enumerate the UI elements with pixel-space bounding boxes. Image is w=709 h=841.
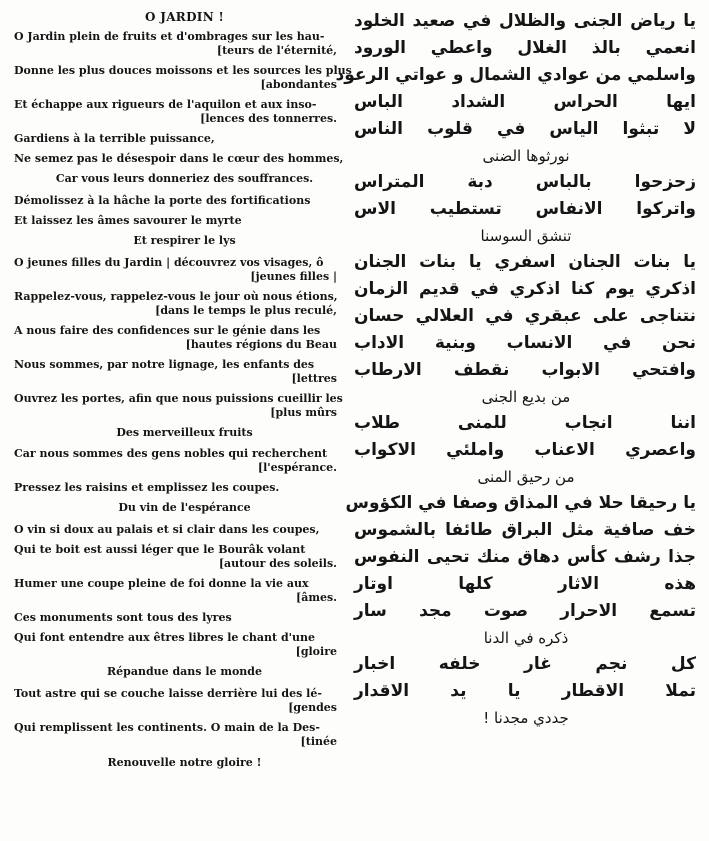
poem-line: Et laissez les âmes savourer le myrte	[14, 214, 242, 227]
arabic-verse-line: يا بنات الجنان اسفري يا بنات الجنان	[354, 252, 696, 272]
arabic-verse-line: كل نجم غار خلفه اخبار	[354, 654, 696, 674]
arabic-refrain-line: جددي مجدنا !	[483, 709, 569, 727]
poem-line-continuation: [teurs de l'éternité,	[216, 44, 337, 57]
poem-line-continuation: [âmes.	[296, 591, 337, 604]
poem-line-continuation: [hautes régions du Beau	[185, 338, 337, 351]
poem-line: O Jardin plein de fruits et d'ombrages sur les hau-	[14, 30, 325, 43]
poem-line-continuation: [abondantes	[260, 78, 337, 91]
poem-line: Démolissez à la hâche la porte des fortifications	[14, 194, 311, 207]
arabic-refrain-line: من بديع الجنى	[481, 388, 571, 406]
poem-line: O jeunes filles du Jardin | découvrez vos visages, ô	[14, 256, 324, 269]
poem-line: Car nous sommes des gens nobles qui recherchent	[14, 447, 328, 460]
poem-line-continuation: [plus mûrs	[270, 406, 337, 419]
arabic-verse-line: اننا انجاب للمنى طلاب	[354, 413, 696, 433]
arabic-verse-line: يا رياض الجنى والظلال في صعيد الخلود	[354, 11, 696, 31]
poem-line: A nous faire des confidences sur le génie dans les	[14, 324, 321, 337]
poem-line-continuation: [l'espérance.	[257, 461, 337, 474]
poem-line: Humer une coupe pleine de foi donne la vie aux	[14, 577, 309, 590]
arabic-verse-line: تسمع الاحرار صوت مجد سار	[354, 601, 696, 621]
poem-line: Qui remplissent les continents. O main de la Des-	[14, 721, 320, 734]
poem-line-continuation: [jeunes filles |	[250, 270, 337, 283]
arabic-verse-line: زحزحوا بالباس دبة المتراس	[354, 172, 696, 192]
poem-line-continuation: [gloire	[295, 645, 337, 658]
poem-line: Ouvrez les portes, afin que nous puissions cueillir les	[14, 392, 343, 405]
arabic-verse-line: واتركوا الانفاس تستطيب الاس	[354, 199, 696, 219]
arabic-verse-line: انعمي بالذ الغلال واعطي الورود	[354, 38, 696, 58]
poem-line: Nous sommes, par notre lignage, les enfants des	[14, 358, 315, 371]
poem-line: Ne semez pas le désespoir dans le cœur des hommes,	[14, 152, 344, 165]
poem-line: Qui font entendre aux êtres libres le chant d'une	[14, 631, 316, 644]
poem-line: Et échappe aux rigueurs de l'aquilon et aux inso-	[14, 98, 317, 111]
poem-line: Et respirer le lys	[133, 234, 236, 247]
poem-line-continuation: [tinée	[300, 735, 337, 748]
poem-line-continuation: [lettres	[291, 372, 337, 385]
arabic-refrain-line: من رحيق المنى	[477, 468, 575, 486]
arabic-verse-line: ايها الحراس الشداد الباس	[354, 92, 696, 112]
french-poem-column	[0, 8, 352, 770]
arabic-verse-line: يا رحيقا حلا في المذاق وصفا في الكؤوس	[345, 493, 696, 513]
arabic-verse-line: وافتحي الابواب نقطف الارطاب	[354, 360, 696, 380]
poem-line: Du vin de l'espérance	[118, 501, 251, 514]
arabic-verse-line: تملا الاقطار يا يد الاقدار	[354, 681, 696, 701]
poem-line-continuation: [lences des tonnerres.	[200, 112, 337, 125]
poem-line: Rappelez-vous, rappelez-vous le jour où nous étions,	[14, 290, 338, 303]
poem-line: Tout astre qui se couche laisse derrière lui des lé-	[14, 687, 322, 700]
arabic-verse-line: لا تبثوا الياس في قلوب الناس	[354, 119, 696, 139]
poem-line-continuation: [autour des soleils.	[218, 557, 337, 570]
poem-title: O JARDIN !	[144, 10, 225, 24]
poem-line: Qui te boit est aussi léger que le Bourâk volant	[14, 543, 306, 556]
arabic-verse-line: خف صافية مثل البراق طائفا بالشموس	[354, 520, 696, 540]
poem-line-continuation: [gendes	[288, 701, 337, 714]
arabic-poem-column	[335, 8, 702, 731]
poem-line: Car vous leurs donneriez des souffrances.	[55, 172, 314, 185]
arabic-verse-line: نتناجى على عبقري في العلالي حسان	[354, 306, 696, 326]
arabic-refrain-line: تنشق السوسنا	[480, 227, 572, 245]
poem-line: Des merveilleux fruits	[116, 426, 253, 439]
poem-line: Renouvelle notre gloire !	[107, 756, 262, 769]
poem-line: Ces monuments sont tous des lyres	[14, 611, 232, 624]
poem-line: Gardiens à la terrible puissance,	[14, 132, 215, 145]
poem-line: O vin si doux au palais et si clair dans les coupes,	[14, 523, 320, 536]
poem-line: Donne les plus douces moissons et les sources les plus	[14, 64, 352, 77]
poem-line: Pressez les raisins et emplissez les coupes.	[14, 481, 280, 494]
arabic-refrain-line: نورثوها الضنى	[482, 147, 570, 165]
arabic-verse-line: اذكري يوم كنا اذكري في قديم الزمان	[354, 279, 696, 299]
arabic-verse-line: واعصري الاعناب واملئي الاكواب	[354, 440, 696, 460]
poem-line: Répandue dans le monde	[107, 665, 262, 678]
arabic-refrain-line: ذكره في الدنا	[483, 629, 569, 647]
arabic-verse-line: جذا رشف كأس دهاق منك تحيى النفوس	[354, 547, 696, 567]
arabic-verse-line: هذه الاثار كلها اوتار	[354, 574, 696, 594]
poem-line-continuation: [dans le temps le plus reculé,	[155, 304, 337, 317]
arabic-verse-line: نحن في الانساب وبنية الاداب	[354, 333, 696, 353]
arabic-verse-line: واسلمي من عوادي الشمال و عواتي الرعود	[335, 65, 696, 85]
